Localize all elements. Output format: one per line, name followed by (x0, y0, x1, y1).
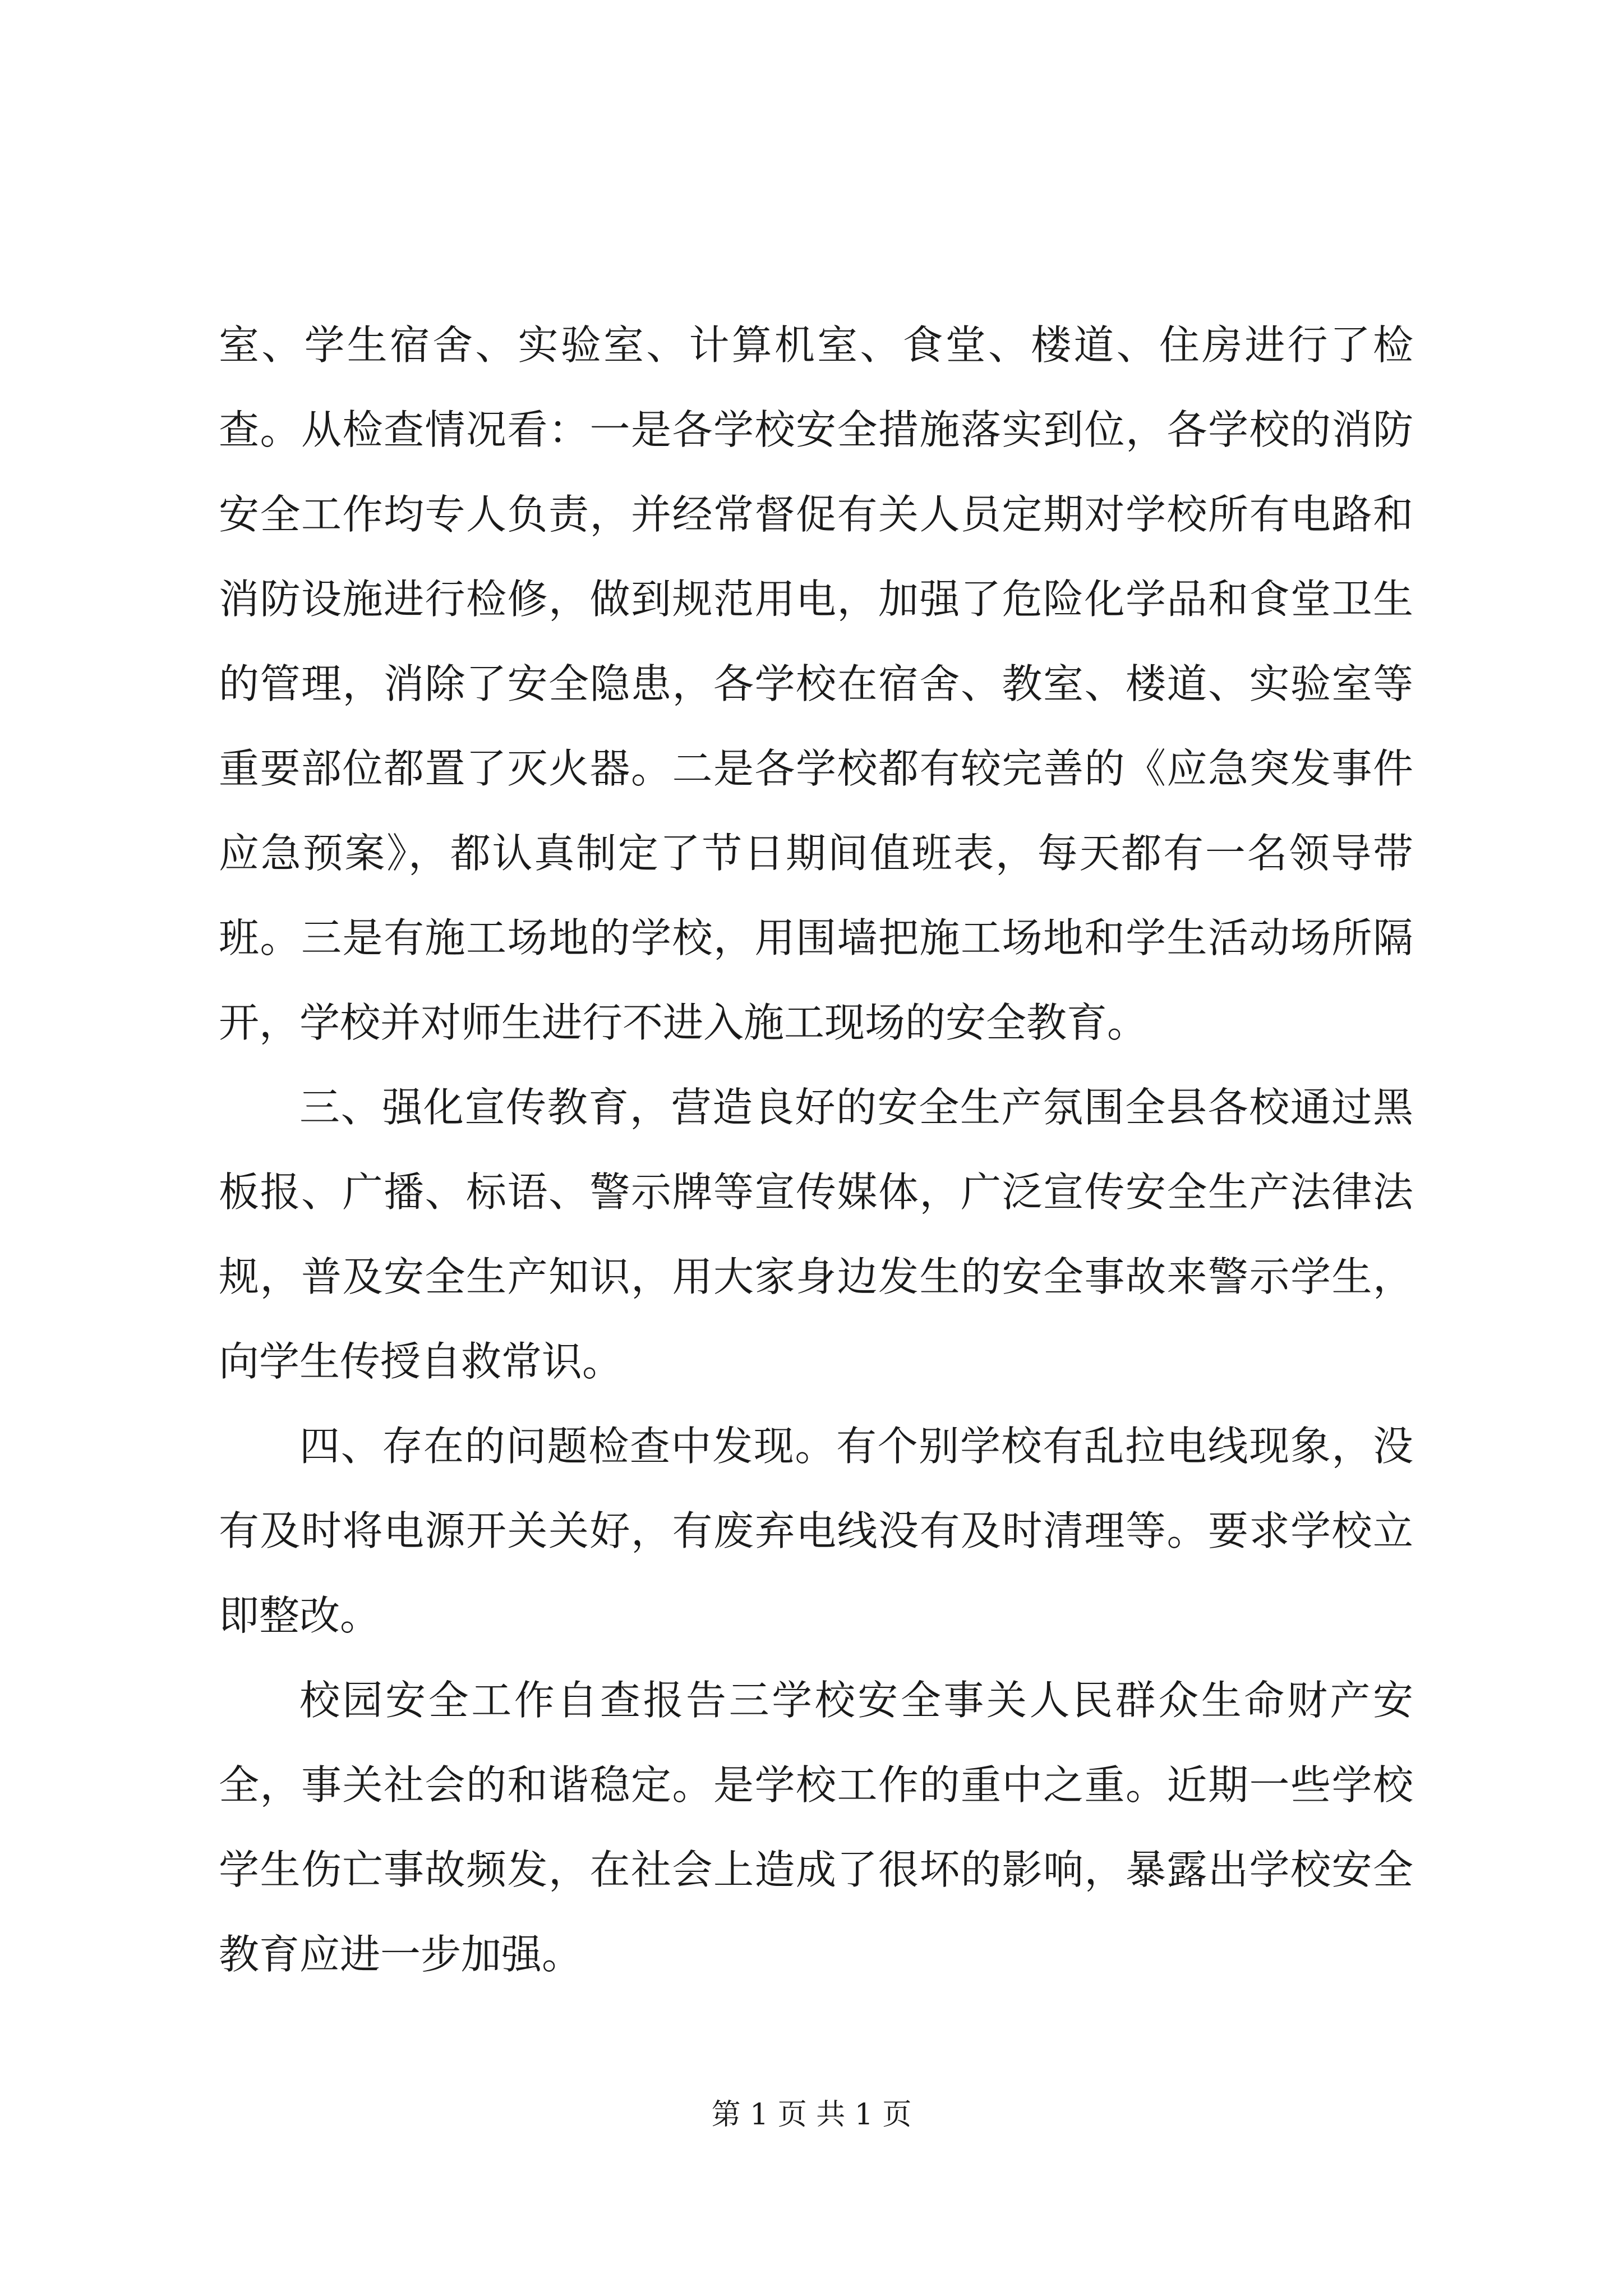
paragraph-existing-problems: 四、存在的问题检查中发现。有个别学校有乱拉电线现象，没有及时将电源开关关好，有废弃电线没有及时清理等。要求学校立即整改。 (219, 1423, 1413, 1639)
document-body (219, 303, 1413, 1997)
paragraph-publicity-education: 三、强化宣传教育，营造良好的安全生产氛围全县各校通过黑板报、广播、标语、警示牌等宣传媒体，广泛宣传安全生产法律法规，普及安全生产知识，用大家身边发生的安全事故来警示学生，向学生传授自救常识。 (219, 1084, 1413, 1385)
page-footer: 第 1 页 共 1 页 (711, 2098, 912, 2132)
paragraph-self-inspection-report: 校园安全工作自查报告三学校安全事关人民群众生命财产安全，事关社会的和谐稳定。是学校工作的重中之重。近期一些学校学生伤亡事故频发，在社会上造成了很坏的影响，暴露出学校安全教育应进一步加强。 (219, 1677, 1413, 1978)
paragraph-inspection-findings: 室、学生宿舍、实验室、计算机室、食堂、楼道、住房进行了检查。从检查情况看：一是各学校安全措施落实到位，各学校的消防安全工作均专人负责，并经常督促有关人员定期对学校所有电路和消防设施进行检修，做到规范用电，加强了危险化学品和食堂卫生的管理，消除了安全隐患，各学校在宿舍、教室、楼道、实验室等重要部位都置了灭火器。二是各学校都有较完善的《应急突发事件应急预案》，都认真制定了节日期间值班表，每天都有一名领导带班。三是有施工场地的学校，用围墙把施工场地和学生活动场所隔开，学校并对师生进行不进入施工现场的安全教育。 (219, 321, 1413, 1046)
